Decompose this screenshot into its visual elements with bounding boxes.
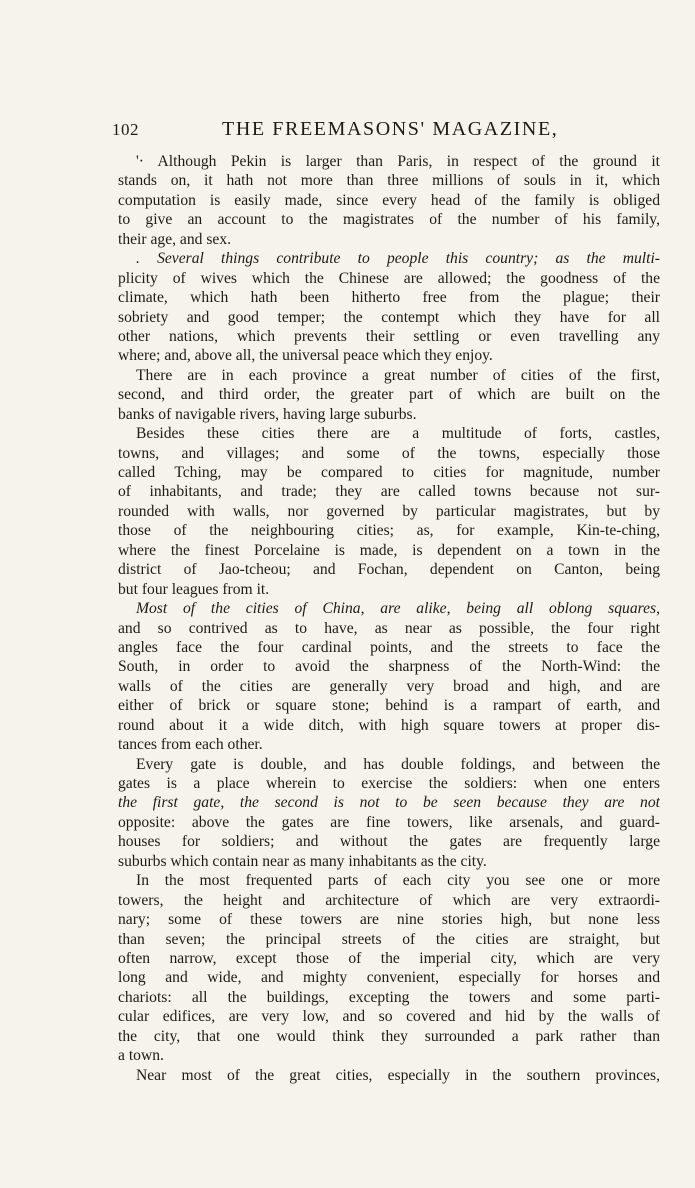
text-line: angles face the four cardinal points, and the streets to face the xyxy=(118,638,660,656)
text-line: their age, and sex. xyxy=(118,230,232,248)
text-line: tances from each other. xyxy=(118,736,263,754)
text-line: climate, which hath been hitherto free from the plague; their xyxy=(118,289,660,307)
text-line: Every gate is double, and has double foldings, and between the xyxy=(136,755,660,773)
text-line: either of brick or square stone; behind is a rampart of earth, and xyxy=(118,697,660,715)
text-line: those of the neighbouring cities; as, for example, Kin-te-ching, xyxy=(118,522,660,540)
text-line: opposite: above the gates are fine towers, like arsenals, and guard- xyxy=(118,813,660,831)
running-title: THE FREEMASONS' MAGAZINE, xyxy=(222,118,559,140)
text-line: South, in order to avoid the sharpness of the North-Wind: the xyxy=(118,658,660,676)
text-line: plicity of wives which the Chinese are allowed; the goodness of the xyxy=(118,269,660,287)
paragraph-pekin-population xyxy=(118,152,660,249)
text-line: Near most of the great cities, especially in the southern provinces, xyxy=(136,1066,660,1084)
text-line: houses for soldiers; and without the gates are frequently large xyxy=(118,833,660,851)
paragraph-forts-towns xyxy=(118,424,660,599)
text-line: the city, that one would think they surrounded a park rather than xyxy=(118,1027,660,1045)
text-line: called Tching, may be compared to cities for magnitude, number xyxy=(118,464,660,481)
paragraph-cities-provinces xyxy=(118,366,660,424)
paragraph-city-layout xyxy=(118,599,660,755)
page-header xyxy=(112,118,672,142)
text-line: walls of the cities are generally very broad and high, and are xyxy=(118,677,660,695)
paragraph-towers-streets xyxy=(118,871,660,1065)
text-line: banks of navigable rivers, having large suburbs. xyxy=(118,405,417,423)
text-line: sobriety and good temper; the contempt which they have for all xyxy=(118,308,660,326)
text-line: '· Although Pekin is larger than Paris, in respect of the ground it xyxy=(136,153,660,170)
text-line: computation is easily made, since every head of the family is obliged xyxy=(118,191,660,209)
body-text xyxy=(118,152,660,1085)
text-line: gates is a place wherein to exercise the soldiers: when one enters xyxy=(118,775,660,792)
text-line: towers, the height and architecture of which are very extraordi- xyxy=(118,891,660,909)
text-line: nary; some of these towers are nine stories high, but none less xyxy=(118,911,660,929)
text-line: of inhabitants, and trade; they are called towns because not sur- xyxy=(118,483,660,501)
text-line: other nations, which prevents their settling or even travelling any xyxy=(118,327,660,345)
paragraph-city-gates xyxy=(118,755,660,872)
text-line: to give an account to the magistrates of the number of his family, xyxy=(118,211,660,229)
text-line: often narrow, except those of the imperial city, which are very xyxy=(118,949,660,967)
text-line: chariots: all the buildings, excepting the towers and some parti- xyxy=(118,988,660,1006)
text-line: stands on, it hath not more than three millions of souls in it, which xyxy=(118,172,660,190)
text-line: second, and third order, the greater part of which are built on the xyxy=(118,386,660,404)
text-line: district of Jao-tcheou; and Fochan, dependent on Canton, being xyxy=(118,561,660,579)
text-line: suburbs which contain near as many inhabitants as the city. xyxy=(118,852,487,870)
text-line: the first gate, the second is not to be seen because they are not xyxy=(118,794,660,812)
text-line: . Several things contribute to people this country; as the multi- xyxy=(136,250,660,268)
text-line: round about it a wide ditch, with high square towers at proper dis- xyxy=(118,716,660,734)
text-line: than seven; the principal streets of the cities are straight, but xyxy=(118,930,660,948)
text-line: rounded with walls, nor governed by particular magistrates, but by xyxy=(118,502,660,520)
paragraph-population-causes xyxy=(118,249,660,366)
text-line: In the most frequented parts of each city you see one or more xyxy=(136,872,660,890)
text-line: There are in each province a great number of cities of the first, xyxy=(136,366,660,384)
text-line: long and wide, and mighty convenient, especially for horses and xyxy=(118,969,660,987)
page-number: 102 xyxy=(112,120,139,139)
text-line: towns, and villages; and some of the towns, especially those xyxy=(118,444,660,462)
text-line: where the finest Porcelaine is made, is dependent on a town in the xyxy=(118,541,660,559)
text-line: but four leagues from it. xyxy=(118,580,270,598)
text-line: Most of the cities of China, are alike, being all oblong squares, xyxy=(136,600,660,618)
text-line: and so contrived as to have, as near as possible, the four right xyxy=(118,619,660,637)
text-line: Besides these cities there are a multitude of forts, castles, xyxy=(136,425,660,443)
text-line: cular edifices, are very low, and so covered and hid by the walls of xyxy=(118,1008,660,1026)
text-line: where; and, above all, the universal peace which they enjoy. xyxy=(118,347,493,365)
paragraph-southern-provinces xyxy=(118,1066,660,1085)
text-line: a town. xyxy=(118,1047,164,1065)
